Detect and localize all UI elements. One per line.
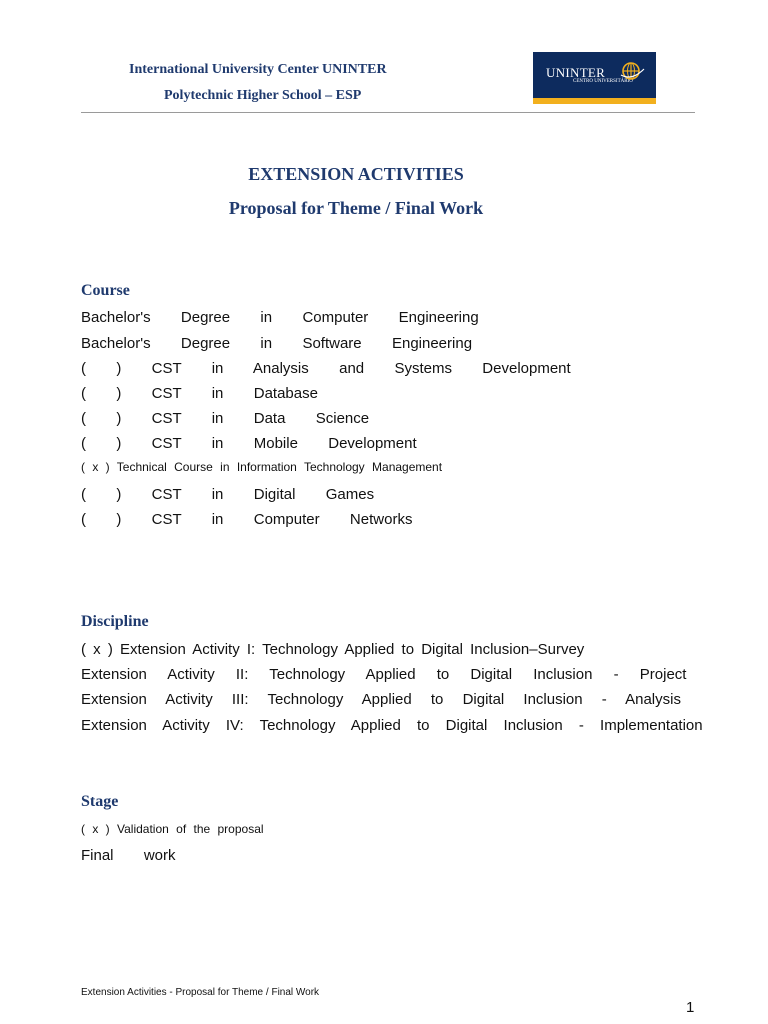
logo-text: UNINTER: [546, 65, 606, 80]
document-title: EXTENSION ACTIVITIES: [248, 164, 464, 184]
page-footer: Extension Activities - Proposal for Theme / Final Work: [81, 987, 320, 998]
stage-item: Final work: [81, 847, 176, 864]
course-item: ( ) CST in Data Science: [81, 410, 370, 427]
stage-heading: Stage: [81, 793, 119, 810]
discipline-item: Extension Activity IV: Technology Applied to Digital Inclusion - Implementation: [81, 717, 703, 734]
uninter-logo: [533, 52, 656, 104]
discipline-item-selected: ( x ) Extension Activity I: Technology Applied to Digital Inclusion–Survey: [81, 641, 585, 658]
document-subtitle: Proposal for Theme / Final Work: [228, 198, 484, 218]
stage-item-selected: ( x ) Validation of the proposal: [81, 822, 264, 836]
course-item: Bachelor's Degree in Software Engineering: [81, 335, 473, 352]
globe-icon: [619, 61, 645, 81]
course-item: ( ) CST in Analysis and Systems Development: [81, 360, 571, 377]
course-item: ( ) CST in Computer Networks: [81, 511, 413, 528]
logo-subtext: CENTRO UNIVERSITÁRIO: [573, 79, 633, 84]
institution-name: International University Center UNINTER: [129, 62, 387, 77]
course-item: ( ) CST in Database: [81, 385, 318, 402]
discipline-item: Extension Activity III: Technology Applied to Digital Inclusion - Analysis: [81, 691, 681, 708]
discipline-heading: Discipline: [81, 613, 149, 630]
header-divider: [81, 112, 695, 113]
discipline-item: Extension Activity II: Technology Applied to Digital Inclusion - Project: [81, 666, 687, 683]
course-item: ( ) CST in Digital Games: [81, 486, 375, 503]
course-item-selected: ( x ) Technical Course in Information Technology Management: [81, 460, 443, 474]
course-heading: Course: [81, 282, 130, 299]
course-item: ( ) CST in Mobile Development: [81, 435, 417, 452]
course-item: Bachelor's Degree in Computer Engineering: [81, 309, 479, 326]
school-name: Polytechnic Higher School – ESP: [164, 88, 362, 103]
page-number: 1: [686, 999, 695, 1016]
